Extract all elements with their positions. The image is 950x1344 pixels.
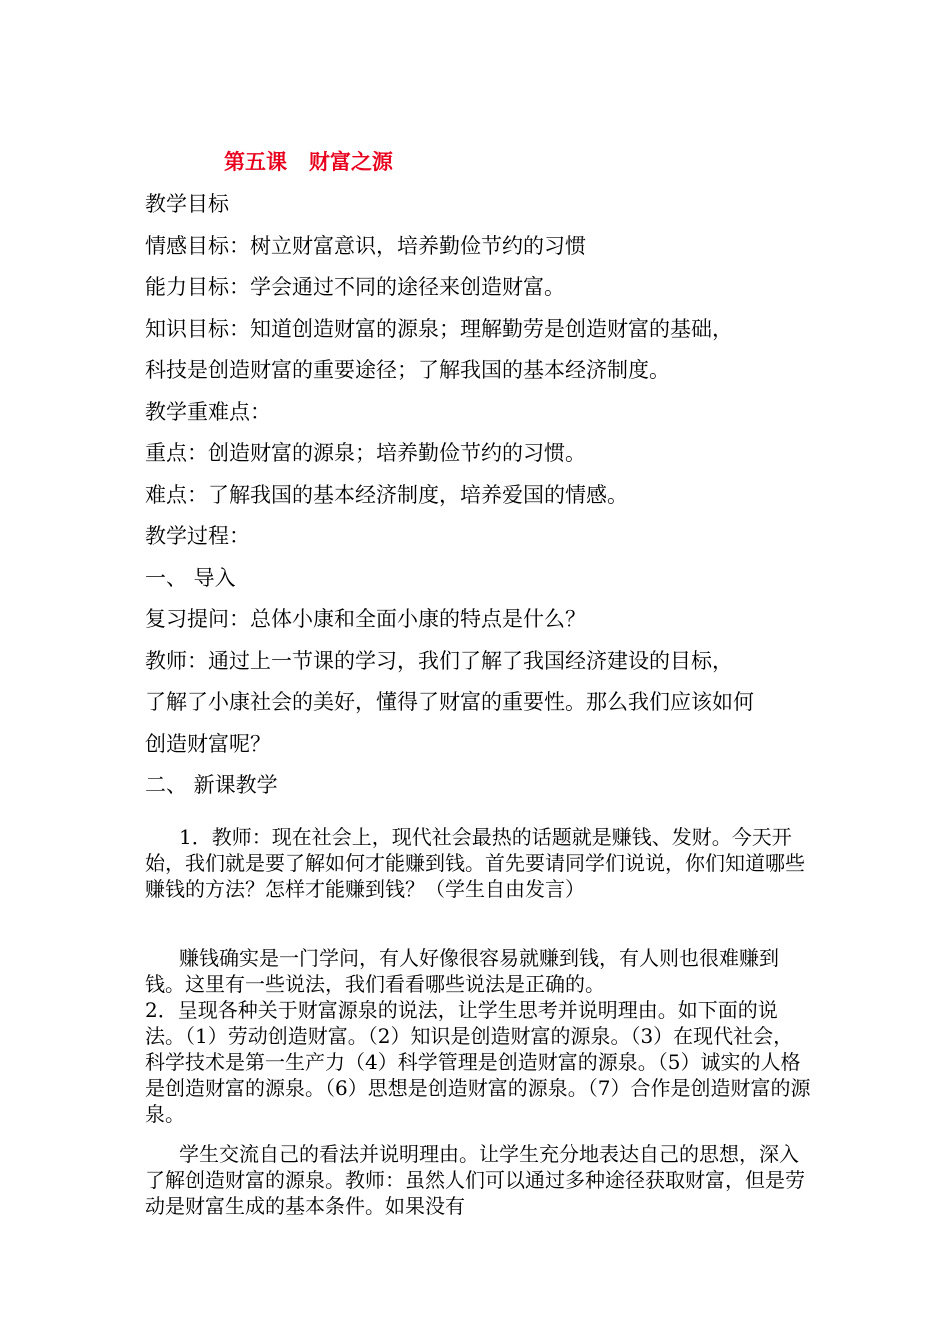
- text-line: 重点：创造财富的源泉；培养勤俭节约的习惯。: [145, 441, 586, 465]
- section-heading: 一、 导入: [145, 566, 236, 590]
- text-line: 教师：通过上一节课的学习，我们了解了我国经济建设的目标，: [145, 649, 733, 673]
- text-line: 能力目标：学会通过不同的途径来创造财富。: [145, 275, 565, 299]
- section-heading: 二、 新课教学: [145, 773, 278, 797]
- paragraph-text: 学生交流自己的看法并说明理由。让学生充分地表达自己的思想，深入了解创造财富的源泉。教师：虽然人们可以通过多种途径获取财富，但是劳动是财富生成的基本条件。如果没有: [145, 1142, 805, 1218]
- text-line: 科技是创造财富的重要途径；了解我国的基本经济制度。: [145, 358, 670, 382]
- paragraph: [145, 1141, 813, 1219]
- text-line: 创造财富呢？: [145, 732, 271, 756]
- paragraph-text: 2．呈现各种关于财富源泉的说法，让学生思考并说明理由。如下面的说法。（1）劳动创造财富。（2）知识是创造财富的源泉。（3）在现代社会，科学技术是第一生产力（4）科学管理是创造财富的源泉。（5）诚实的人格是创造财富的源泉。（6）思想是创造财富的源泉。（7）合作是创造财富的源泉。: [145, 998, 811, 1126]
- text-line: 教学重难点：: [145, 400, 271, 424]
- text-line: 教学目标: [145, 192, 229, 216]
- text-line: 了解了小康社会的美好，懂得了财富的重要性。那么我们应该如何: [145, 690, 754, 714]
- text-line: 教学过程：: [145, 524, 250, 548]
- text-line: 难点：了解我国的基本经济制度，培养爱国的情感。: [145, 483, 628, 507]
- lesson-title: 第五课 财富之源: [224, 150, 393, 174]
- text-line: 情感目标：树立财富意识，培养勤俭节约的习惯: [145, 234, 586, 258]
- paragraph-text: 1．教师：现在社会上，现代社会最热的话题就是赚钱、发财。今天开始，我们就是要了解如何才能赚到钱。首先要请同学们说说，你们知道哪些赚钱的方法？怎样才能赚到钱？（学生自由发言）: [145, 825, 805, 901]
- text-line: 知识目标：知道创造财富的源泉；理解勤劳是创造财富的基础，: [145, 317, 733, 341]
- paragraph-text: 赚钱确实是一门学问，有人好像很容易就赚到钱，有人则也很难赚到钱。这里有一些说法，我们看看哪些说法是正确的。: [145, 946, 779, 996]
- text-line: 复习提问：总体小康和全面小康的特点是什么？: [145, 607, 586, 631]
- paragraph: [145, 824, 813, 902]
- paragraph: [145, 945, 813, 1127]
